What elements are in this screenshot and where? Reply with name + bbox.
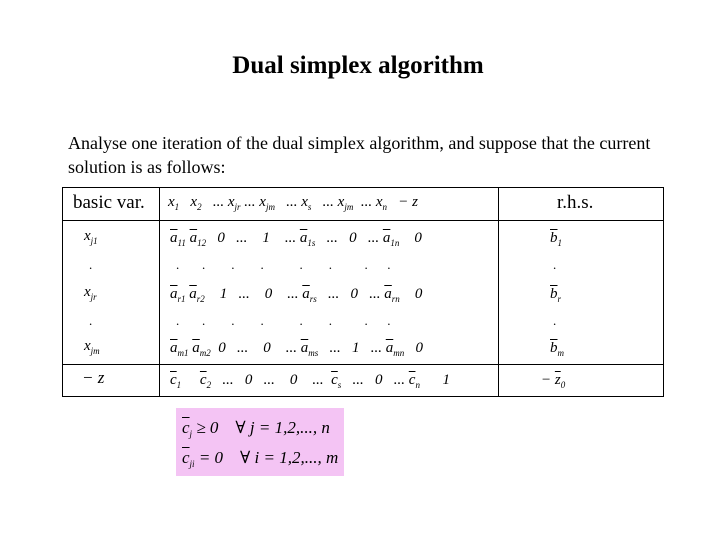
optimality-conditions-box [176,408,344,476]
basic-var-xjm: $x_{jm}$ [84,338,100,356]
row-z-coefficients: $\overline{c}_1$ $\overline{c}_2$ ... 0 ... 0 ... $\overline{c}_s$ ... 0 ... $\overline{c}_n$ 1 [170,372,450,390]
header-variables: $x_1$ $x_2$ ... $x_{jr}$ ... $x_{jm}$ ... $x_s$ ... $x_{jm}$ ... $x_n$ − z [168,194,418,212]
row-1-coefficients: $\overline{a}_{11}$ $\overline{a}_{12}$ 0 ... 1 ... $\overline{a}_{1s}$ ... 0 ... $\overline{a}_{1n}$ 0 [170,230,422,248]
table-rhs-divider [498,187,499,397]
table-right-border [663,187,664,397]
table-header-divider [62,220,664,221]
basic-var-xj1: $x_{j1}$ [84,228,98,246]
row-m-coefficients: $\overline{a}_{m1}$ $\overline{a}_{m2}$ 0 ... 0 ... $\overline{a}_{ms}$ ... 1 ... $\overline{a}_{mn}$ 0 [170,340,424,358]
table-basic-divider [159,187,160,397]
table-z-divider [62,364,664,365]
header-rhs: r.h.s. [557,192,594,213]
row-dots-1-rhs: . [553,257,557,272]
rhs-bm: $\overline{b}_m$ [550,340,564,358]
row-dots-2-rhs: . [553,313,557,328]
basic-var-minus-z: − z [82,368,105,387]
row-r-coefficients: $\overline{a}_{r1}$ $\overline{a}_{r2}$ 1 ... 0 ... $\overline{a}_{rs}$ ... 0 ... $\overline{a}_{rn}$ 0 [170,286,423,304]
rhs-b1: $\overline{b}_1$ [550,230,562,248]
row-dots-1-cols: . . . . . . . . [176,257,391,272]
header-minus-z: − z [398,194,418,210]
header-basic-var: basic var. [73,192,145,213]
row-dots-2-cols: . . . . . . . . [176,313,391,328]
rhs-br: $\overline{b}_r$ [550,286,562,304]
basic-var-xjr: $x_{jr}$ [84,284,97,302]
table-left-border [62,187,63,397]
intro-text: Analyse one iteration of the dual simplex algorithm, and suppose that the current solution is as follows: [68,133,651,177]
condition-reduced-costs: $\overline{c}_j \ge 0$ ∀ j = 1,2,..., n [182,418,330,439]
simplex-tableau [62,187,664,397]
row-dots-1: . [89,257,93,272]
slide-title: Dual simplex algorithm [232,52,484,79]
table-bottom-border [62,396,664,397]
table-top-border [62,187,664,188]
condition-basic-costs: $\overline{c}_{ji} = 0$ ∀ i = 1,2,..., m [182,448,339,469]
row-dots-2: . [89,313,93,328]
rhs-minus-z0: − $\overline{z}_0$ [541,372,566,390]
